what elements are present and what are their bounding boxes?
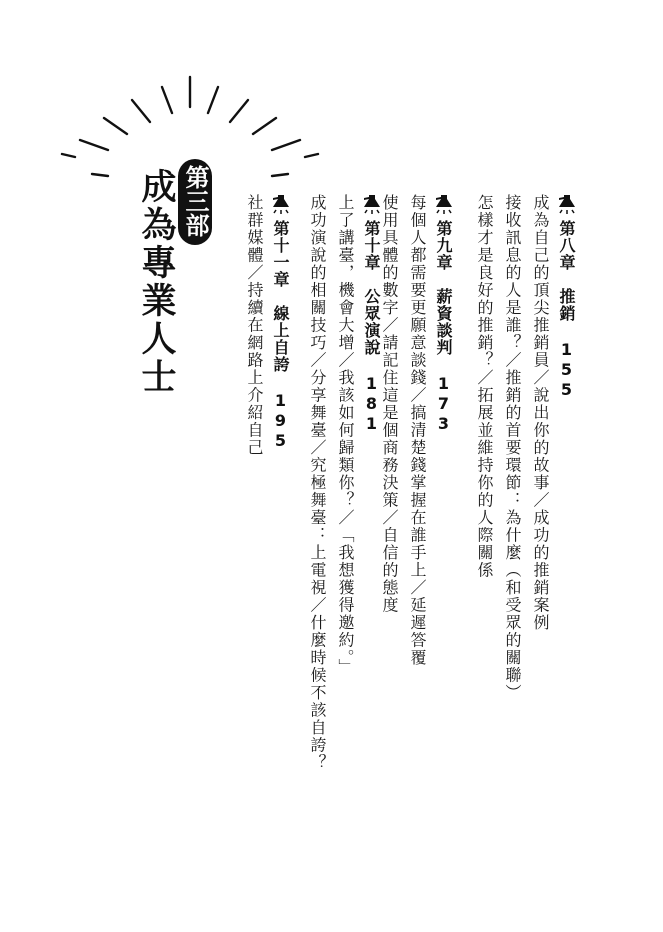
- chapter-topics-line: 成功演說的相關技巧／分享舞臺／究極舞臺：上電視／什麼時候不該自誇？: [308, 194, 327, 772]
- chapter-title: 第九章 薪資談判: [434, 220, 453, 356]
- chapter-topics-line: 接收訊息的人是誰？／推銷的首要環節：為什麼（和受眾的關聯）: [503, 194, 522, 702]
- chapter-title: 第十一章 線上自誇: [271, 220, 290, 373]
- part-title: 成為專業人士: [136, 168, 176, 396]
- chapter-heading[interactable]: [554, 194, 578, 702]
- chapter-title: 第八章 推銷: [557, 220, 576, 322]
- chapter-topics-line: 使用具體的數字／請記住這是個商務決策／自信的態度: [380, 194, 399, 614]
- chapter-8: [470, 194, 578, 702]
- chapter-heading[interactable]: [431, 194, 455, 667]
- chapter-heading[interactable]: [268, 194, 292, 457]
- megaphone-icon: [554, 194, 578, 216]
- chapter-10: [303, 194, 383, 772]
- chapter-page: 181: [362, 374, 381, 434]
- chapter-page: 155: [557, 340, 576, 400]
- chapter-title: 第十章 公眾演說: [362, 220, 381, 356]
- chapter-topics-line: 怎樣才是良好的推銷？／拓展並維持你的人際關係: [475, 194, 494, 579]
- chapter-11: [240, 194, 292, 457]
- megaphone-icon: [359, 194, 383, 216]
- chapter-page: 173: [434, 374, 453, 434]
- chapter-topics-line: 成為自己的頂尖推銷員／說出你的故事／成功的推銷案例: [531, 194, 550, 632]
- chapter-topics-line: 每個人都需要更願意談錢／搞清楚錢掌握在誰手上／延遲答覆: [408, 194, 427, 667]
- chapter-topics-line: 社群媒體／持續在網路上介紹自己: [245, 194, 264, 457]
- part-number-badge: 第三部: [178, 159, 212, 245]
- megaphone-icon: [431, 194, 455, 216]
- chapter-heading[interactable]: [359, 194, 383, 772]
- megaphone-icon: [268, 194, 292, 216]
- chapter-topics-line: 上了講臺，機會大增／我該如何歸類你？／「我想獲得邀約。」: [336, 194, 355, 676]
- chapter-page: 195: [271, 391, 290, 451]
- chapter-9: [375, 194, 455, 667]
